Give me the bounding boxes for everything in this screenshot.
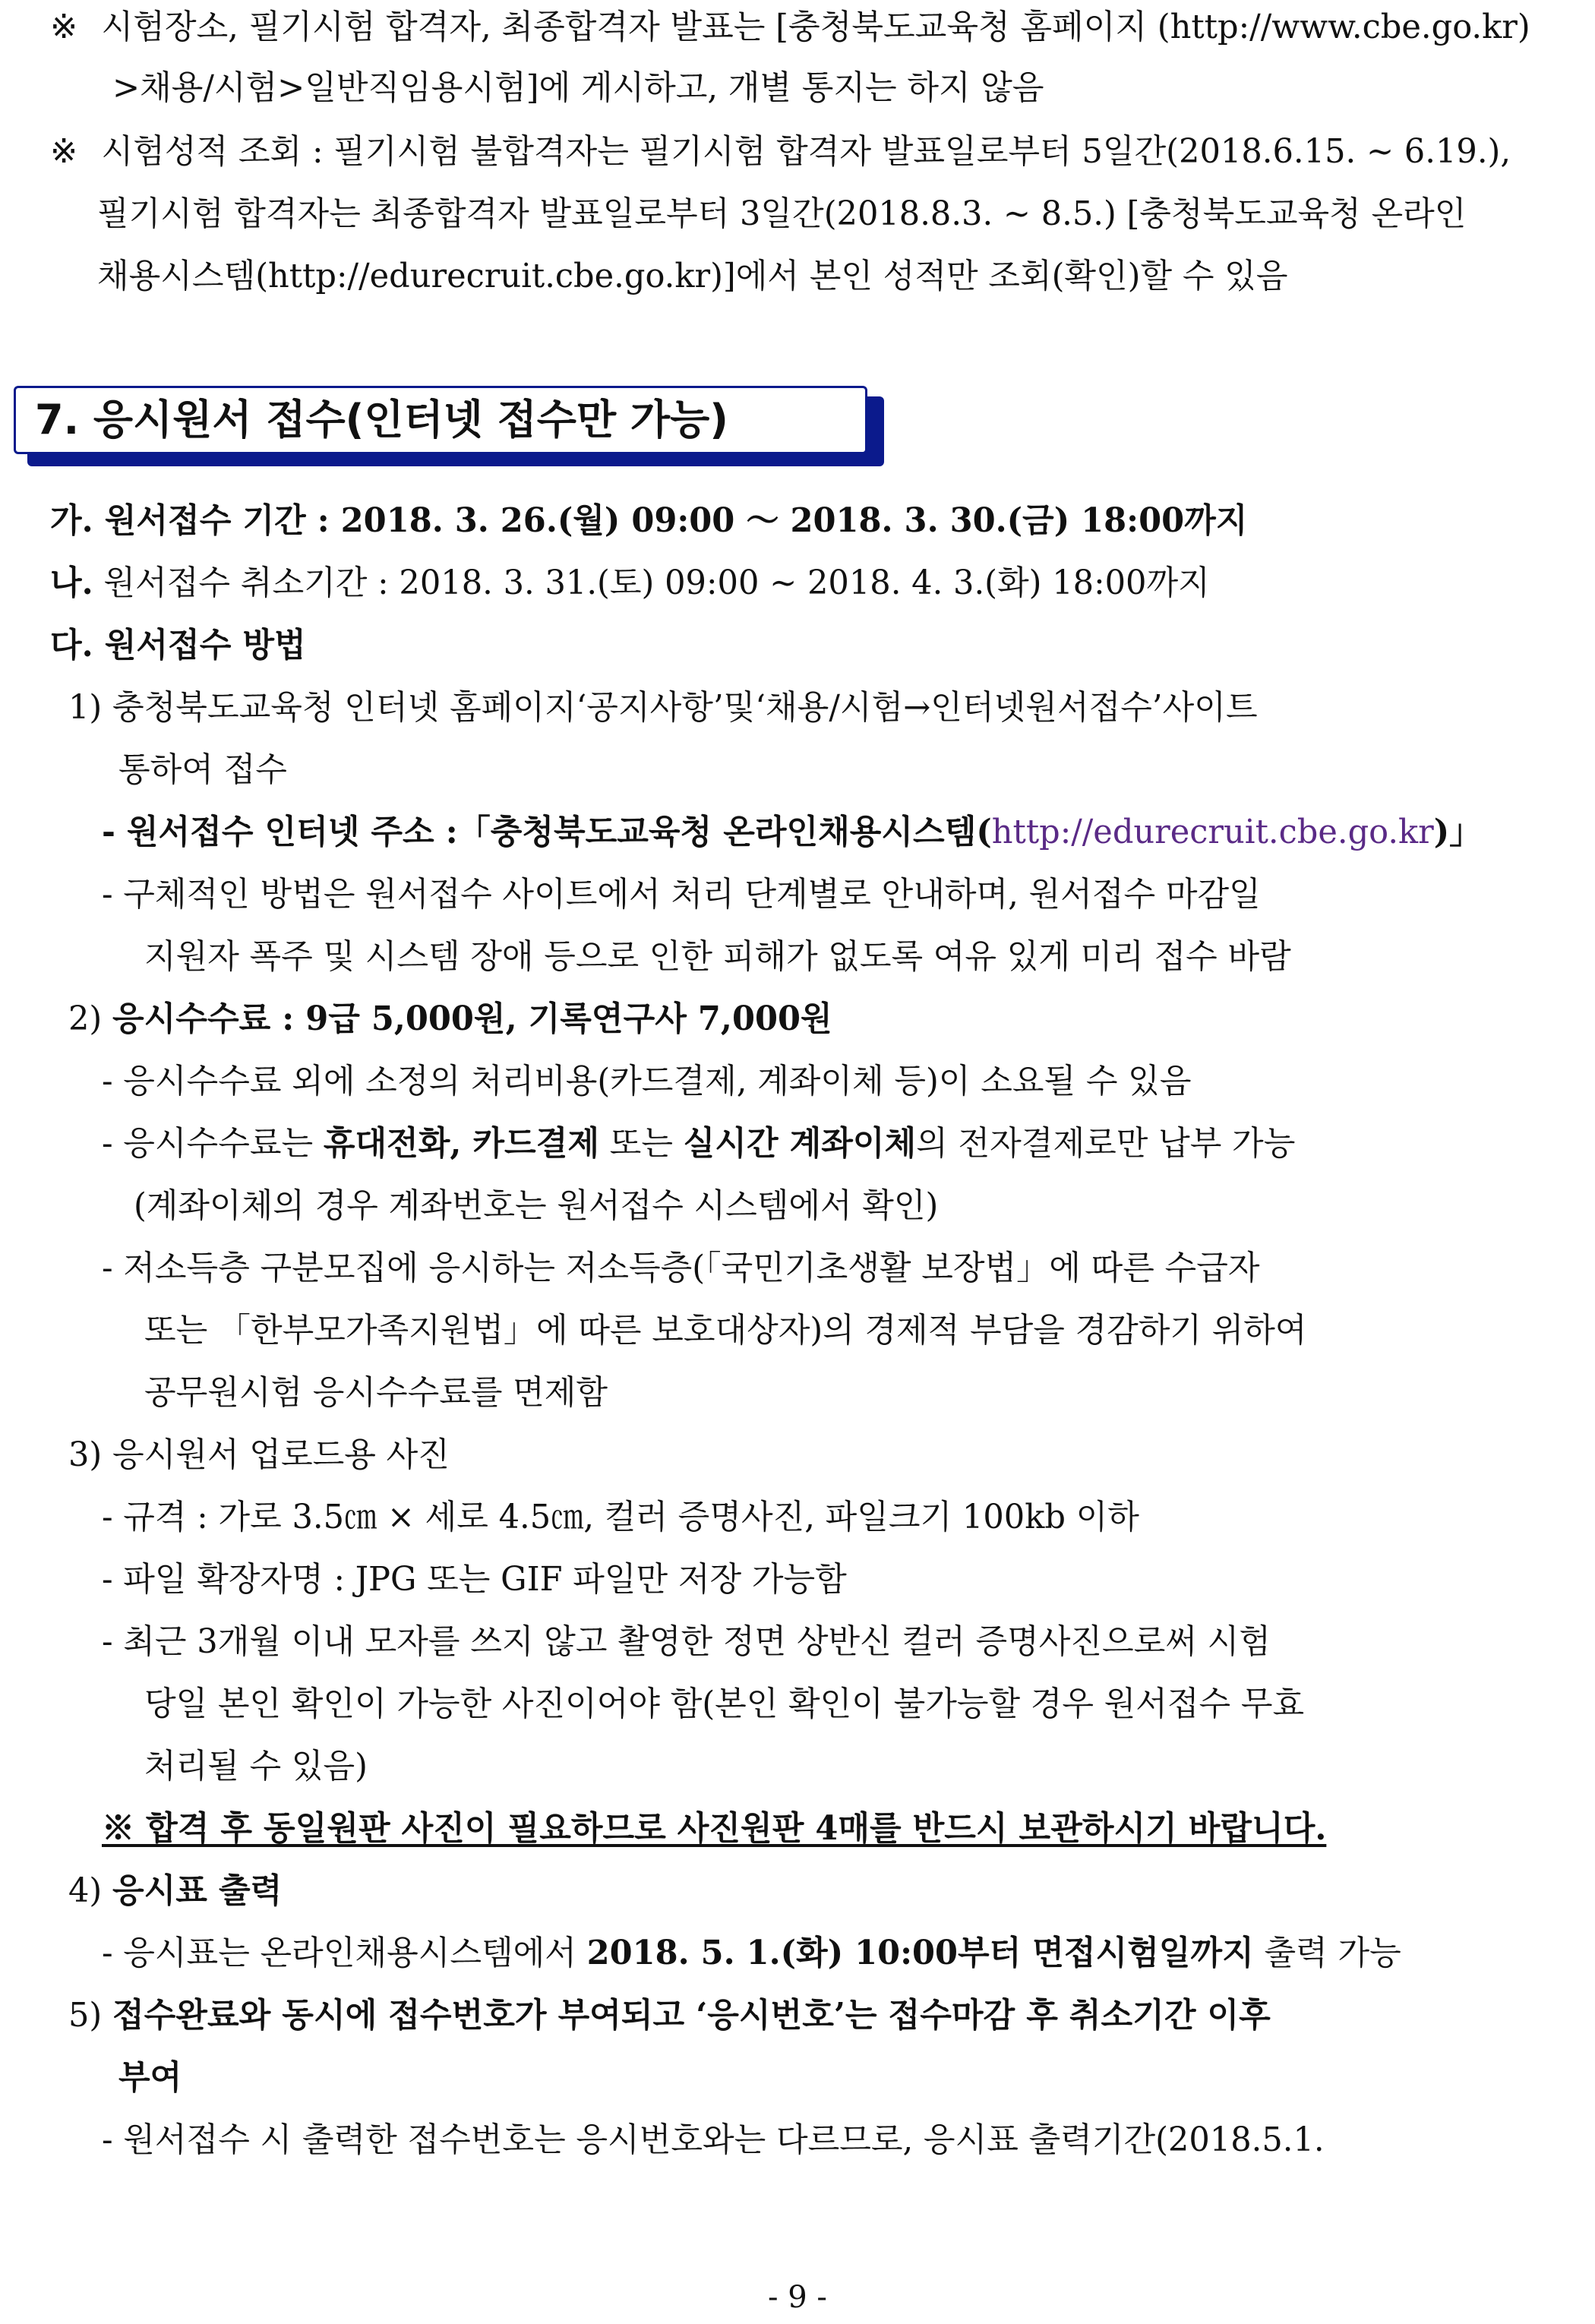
note-2-line-1: ※ 시험성적 조회 : 필기시험 불합격자는 필기시험 합격자 발표일로부터 5일간(2018.6.15. ~ 6.19.), xyxy=(50,132,1511,171)
p4-a: - 응시표는 온라인채용시스템에서 2018. 5. 1.(화) 10:00부터 면접시험일까지 출력 가능 xyxy=(102,1934,1401,1972)
page-number: - 9 - xyxy=(768,2280,827,2315)
item-na: 나. 원서접수 취소기간 : 2018. 3. 31.(토) 09:00 ~ 2018. 4. 3.(화) 18:00까지 xyxy=(50,564,1210,602)
p2-a: - 응시수수료 외에 소정의 처리비용(카드결제, 계좌이체 등)이 소요될 수 있음 xyxy=(102,1062,1192,1100)
item-da: 다. 원서접수 방법 xyxy=(50,626,306,665)
note-2-line-3: 채용시스템(http://edurecruit.cbe.go.kr)]에서 본인 성적만 조회(확인)할 수 있음 xyxy=(97,257,1288,295)
p1-line-1: 1) 충청북도교육청 인터넷 홈페이지‘공지사항’및‘채용/시험→인터넷원서접수’사이트 xyxy=(68,688,1258,727)
p5-line-2: 부여 xyxy=(118,2058,182,2097)
recruit-system-link[interactable]: http://edurecruit.cbe.go.kr xyxy=(991,813,1434,851)
p4-head: 4) 응시표 출력 xyxy=(68,1871,283,1910)
p2-c-2: 또는 「한부모가족지원법」에 따른 보호대상자)의 경제적 부담을 경감하기 위하여 xyxy=(144,1311,1307,1350)
section-title: 7. 응시원서 접수(인터넷 접수만 가능) xyxy=(35,396,728,444)
p2-b-2: (계좌이체의 경우 계좌번호는 원서접수 시스템에서 확인) xyxy=(134,1186,939,1225)
p2-head: 2) 응시수수료 : 9급 5,000원, 기록연구사 7,000원 xyxy=(68,999,832,1038)
p1-detail-2: 지원자 폭주 및 시스템 장애 등으로 인한 피해가 없도록 여유 있게 미리 접수 바람 xyxy=(144,937,1291,976)
p2-c-3: 공무원시험 응시수수료를 면제함 xyxy=(144,1373,608,1412)
p3-c-3: 처리될 수 있음) xyxy=(144,1747,368,1786)
item-ga: 가. 원서접수 기간 : 2018. 3. 26.(월) 09:00 ～ 2018. 3. 30.(금) 18:00까지 xyxy=(50,501,1248,540)
note-1-line-1: ※ 시험장소, 필기시험 합격자, 최종합격자 발표는 [충청북도교육청 홈페이지 (http://www.cbe.go.kr) xyxy=(50,8,1530,46)
p5-line-1: 5) 접수완료와 동시에 접수번호가 부여되고 ‘응시번호’는 접수마감 후 취소기간 이후 xyxy=(68,1996,1271,2035)
p3-a: - 규격 : 가로 3.5㎝ × 세로 4.5㎝, 컬러 증명사진, 파일크기 100kb 이하 xyxy=(102,1498,1139,1536)
p3-b: - 파일 확장자명 : JPG 또는 GIF 파일만 저장 가능함 xyxy=(102,1560,847,1599)
p2-c-1: - 저소득층 구분모집에 응시하는 저소득층(「국민기초생활 보장법」에 따른 수급자 xyxy=(102,1249,1260,1287)
note-1-line-2: >채용/시험>일반직임용시험]에 게시하고, 개별 통지는 하지 않음 xyxy=(112,68,1044,107)
p1-address: - 원서접수 인터넷 주소 :「충청북도교육청 온라인채용시스템(http://edurecruit.cbe.go.kr)」 xyxy=(102,813,1483,851)
p1-detail-1: - 구체적인 방법은 원서접수 사이트에서 처리 단계별로 안내하며, 원서접수 마감일 xyxy=(102,875,1261,914)
reference-mark: ※ xyxy=(50,8,78,46)
note-2-line-2: 필기시험 합격자는 최종합격자 발표일로부터 3일간(2018.8.3. ~ 8.5.) [충청북도교육청 온라인 xyxy=(97,194,1467,233)
photo-notice: ※ 합격 후 동일원판 사진이 필요하므로 사진원판 4매를 반드시 보관하시기 바랍니다. xyxy=(102,1809,1327,1848)
p2-b-1: - 응시수수료는 휴대전화, 카드결제 또는 실시간 계좌이체의 전자결제로만 납부 가능 xyxy=(102,1124,1296,1163)
p1-line-2: 통하여 접수 xyxy=(118,750,287,789)
p3-c-2: 당일 본인 확인이 가능한 사진이어야 함(본인 확인이 불가능할 경우 원서접수 무효 xyxy=(144,1685,1305,1723)
section-header xyxy=(14,386,880,465)
p5-a: - 원서접수 시 출력한 접수번호는 응시번호와는 다르므로, 응시표 출력기간(2018.5.1. xyxy=(102,2120,1325,2159)
p3-head: 3) 응시원서 업로드용 사진 xyxy=(68,1435,450,1474)
p3-c-1: - 최근 3개월 이내 모자를 쓰지 않고 촬영한 정면 상반신 컬러 증명사진으로써 시험 xyxy=(102,1622,1271,1661)
reference-mark: ※ xyxy=(50,132,78,171)
